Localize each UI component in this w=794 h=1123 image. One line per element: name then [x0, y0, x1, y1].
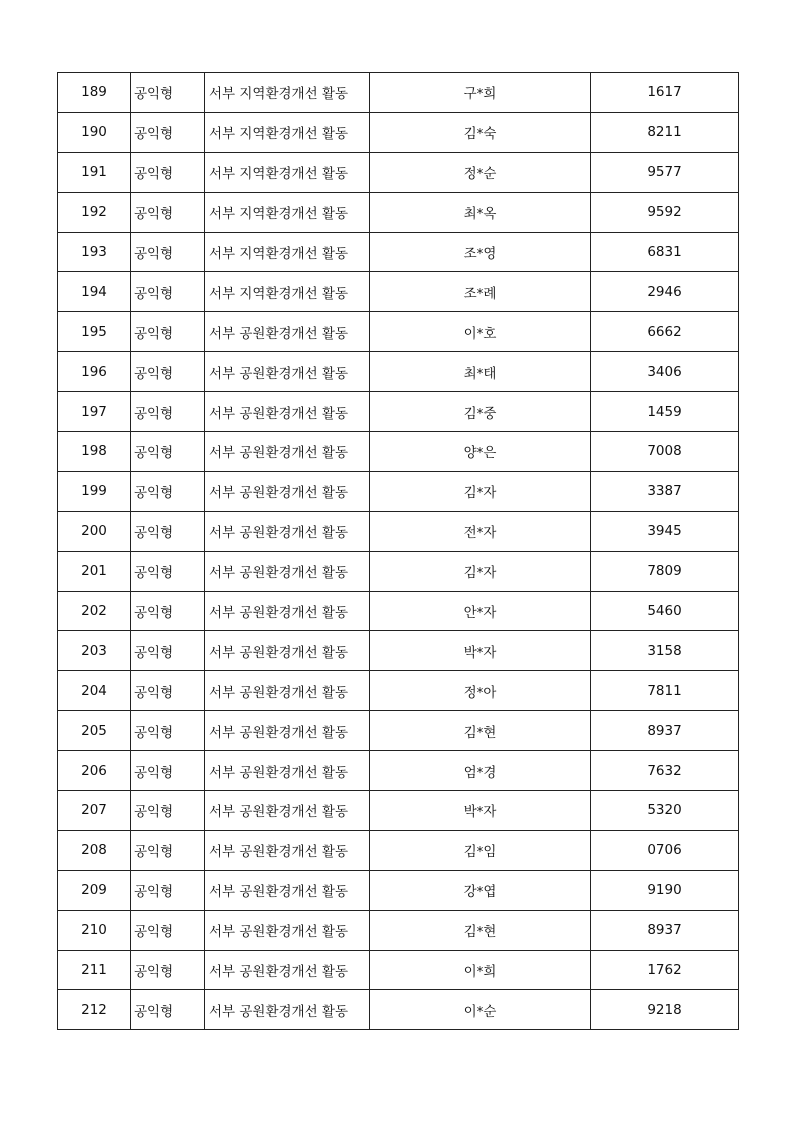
participant-name-cell: 김*중 [370, 392, 591, 432]
program-type-cell: 공익형 [131, 232, 205, 272]
row-number-cell: 209 [58, 870, 131, 910]
participant-code-cell: 3406 [591, 352, 739, 392]
participant-code-cell: 6831 [591, 232, 739, 272]
program-type-cell: 공익형 [131, 551, 205, 591]
row-number-cell: 191 [58, 152, 131, 192]
participant-code-cell: 2946 [591, 272, 739, 312]
program-type-cell: 공익형 [131, 671, 205, 711]
row-number-cell: 203 [58, 631, 131, 671]
activity-name-cell: 서부 공원환경개선 활동 [205, 511, 370, 551]
program-type-cell: 공익형 [131, 73, 205, 113]
participant-code-cell: 3158 [591, 631, 739, 671]
participant-table [57, 72, 739, 1030]
program-type-cell: 공익형 [131, 830, 205, 870]
activity-name-cell: 서부 공원환경개선 활동 [205, 591, 370, 631]
table-row [58, 471, 739, 511]
participant-code-cell: 9190 [591, 870, 739, 910]
activity-name-cell: 서부 지역환경개선 활동 [205, 232, 370, 272]
row-number-cell: 202 [58, 591, 131, 631]
row-number-cell: 194 [58, 272, 131, 312]
activity-name-cell: 서부 공원환경개선 활동 [205, 312, 370, 352]
activity-name-cell: 서부 공원환경개선 활동 [205, 950, 370, 990]
table-row [58, 73, 739, 113]
activity-name-cell: 서부 공원환경개선 활동 [205, 671, 370, 711]
program-type-cell: 공익형 [131, 392, 205, 432]
program-type-cell: 공익형 [131, 112, 205, 152]
table-row [58, 830, 739, 870]
activity-name-cell: 서부 공원환경개선 활동 [205, 432, 370, 472]
row-number-cell: 200 [58, 511, 131, 551]
participant-code-cell: 9577 [591, 152, 739, 192]
participant-code-cell: 3387 [591, 471, 739, 511]
program-type-cell: 공익형 [131, 152, 205, 192]
participant-name-cell: 구*희 [370, 73, 591, 113]
activity-name-cell: 서부 공원환경개선 활동 [205, 870, 370, 910]
participant-name-cell: 강*엽 [370, 870, 591, 910]
program-type-cell: 공익형 [131, 990, 205, 1030]
program-type-cell: 공익형 [131, 432, 205, 472]
participant-code-cell: 5460 [591, 591, 739, 631]
participant-name-cell: 박*자 [370, 791, 591, 831]
activity-name-cell: 서부 공원환경개선 활동 [205, 551, 370, 591]
program-type-cell: 공익형 [131, 591, 205, 631]
participant-name-cell: 박*자 [370, 631, 591, 671]
table-row [58, 232, 739, 272]
table-row [58, 112, 739, 152]
participant-name-cell: 이*호 [370, 312, 591, 352]
table-row [58, 312, 739, 352]
participant-name-cell: 조*영 [370, 232, 591, 272]
program-type-cell: 공익형 [131, 751, 205, 791]
activity-name-cell: 서부 공원환경개선 활동 [205, 711, 370, 751]
participant-name-cell: 김*현 [370, 910, 591, 950]
table-row [58, 711, 739, 751]
activity-name-cell: 서부 지역환경개선 활동 [205, 192, 370, 232]
participant-name-cell: 김*임 [370, 830, 591, 870]
participant-code-cell: 7811 [591, 671, 739, 711]
table-row [58, 511, 739, 551]
participant-code-cell: 7809 [591, 551, 739, 591]
row-number-cell: 204 [58, 671, 131, 711]
row-number-cell: 198 [58, 432, 131, 472]
participant-code-cell: 3945 [591, 511, 739, 551]
row-number-cell: 207 [58, 791, 131, 831]
participant-code-cell: 7008 [591, 432, 739, 472]
participant-name-cell: 이*순 [370, 990, 591, 1030]
participant-name-cell: 안*자 [370, 591, 591, 631]
participant-name-cell: 정*순 [370, 152, 591, 192]
row-number-cell: 190 [58, 112, 131, 152]
row-number-cell: 212 [58, 990, 131, 1030]
participant-code-cell: 8937 [591, 711, 739, 751]
participant-name-cell: 전*자 [370, 511, 591, 551]
participant-code-cell: 1762 [591, 950, 739, 990]
activity-name-cell: 서부 지역환경개선 활동 [205, 112, 370, 152]
row-number-cell: 196 [58, 352, 131, 392]
table-row [58, 551, 739, 591]
table-row [58, 791, 739, 831]
row-number-cell: 210 [58, 910, 131, 950]
participant-code-cell: 1617 [591, 73, 739, 113]
program-type-cell: 공익형 [131, 950, 205, 990]
activity-name-cell: 서부 공원환경개선 활동 [205, 751, 370, 791]
participant-name-cell: 김*자 [370, 471, 591, 511]
table-row [58, 910, 739, 950]
program-type-cell: 공익형 [131, 192, 205, 232]
program-type-cell: 공익형 [131, 511, 205, 551]
participant-name-cell: 정*아 [370, 671, 591, 711]
participant-name-cell: 김*현 [370, 711, 591, 751]
program-type-cell: 공익형 [131, 312, 205, 352]
row-number-cell: 211 [58, 950, 131, 990]
activity-name-cell: 서부 지역환경개선 활동 [205, 152, 370, 192]
row-number-cell: 192 [58, 192, 131, 232]
row-number-cell: 195 [58, 312, 131, 352]
table-row [58, 272, 739, 312]
row-number-cell: 205 [58, 711, 131, 751]
participant-code-cell: 1459 [591, 392, 739, 432]
row-number-cell: 199 [58, 471, 131, 511]
activity-name-cell: 서부 공원환경개선 활동 [205, 791, 370, 831]
participant-code-cell: 6662 [591, 312, 739, 352]
participant-name-cell: 이*희 [370, 950, 591, 990]
program-type-cell: 공익형 [131, 631, 205, 671]
program-type-cell: 공익형 [131, 870, 205, 910]
activity-name-cell: 서부 공원환경개선 활동 [205, 471, 370, 511]
program-type-cell: 공익형 [131, 711, 205, 751]
table-row [58, 870, 739, 910]
participant-name-cell: 엄*경 [370, 751, 591, 791]
row-number-cell: 197 [58, 392, 131, 432]
participant-name-cell: 최*태 [370, 352, 591, 392]
program-type-cell: 공익형 [131, 352, 205, 392]
activity-name-cell: 서부 공원환경개선 활동 [205, 392, 370, 432]
program-type-cell: 공익형 [131, 272, 205, 312]
participant-code-cell: 5320 [591, 791, 739, 831]
participant-code-cell: 7632 [591, 751, 739, 791]
table-row [58, 392, 739, 432]
row-number-cell: 201 [58, 551, 131, 591]
table-row [58, 950, 739, 990]
participant-code-cell: 9218 [591, 990, 739, 1030]
participant-name-cell: 양*은 [370, 432, 591, 472]
table-row [58, 990, 739, 1030]
program-type-cell: 공익형 [131, 910, 205, 950]
participant-code-cell: 8211 [591, 112, 739, 152]
activity-name-cell: 서부 공원환경개선 활동 [205, 990, 370, 1030]
activity-name-cell: 서부 공원환경개선 활동 [205, 830, 370, 870]
program-type-cell: 공익형 [131, 471, 205, 511]
row-number-cell: 208 [58, 830, 131, 870]
table-row [58, 432, 739, 472]
table-row [58, 352, 739, 392]
participant-name-cell: 최*옥 [370, 192, 591, 232]
activity-name-cell: 서부 공원환경개선 활동 [205, 352, 370, 392]
participant-code-cell: 8937 [591, 910, 739, 950]
participant-name-cell: 김*숙 [370, 112, 591, 152]
table-row [58, 751, 739, 791]
table-row [58, 631, 739, 671]
table-row [58, 671, 739, 711]
participant-code-cell: 0706 [591, 830, 739, 870]
activity-name-cell: 서부 지역환경개선 활동 [205, 73, 370, 113]
row-number-cell: 193 [58, 232, 131, 272]
table-row [58, 192, 739, 232]
program-type-cell: 공익형 [131, 791, 205, 831]
activity-name-cell: 서부 공원환경개선 활동 [205, 910, 370, 950]
activity-name-cell: 서부 공원환경개선 활동 [205, 631, 370, 671]
row-number-cell: 206 [58, 751, 131, 791]
row-number-cell: 189 [58, 73, 131, 113]
participant-code-cell: 9592 [591, 192, 739, 232]
table-row [58, 152, 739, 192]
participant-name-cell: 김*자 [370, 551, 591, 591]
table-row [58, 591, 739, 631]
table-body [58, 73, 739, 1030]
activity-name-cell: 서부 지역환경개선 활동 [205, 272, 370, 312]
participant-name-cell: 조*례 [370, 272, 591, 312]
